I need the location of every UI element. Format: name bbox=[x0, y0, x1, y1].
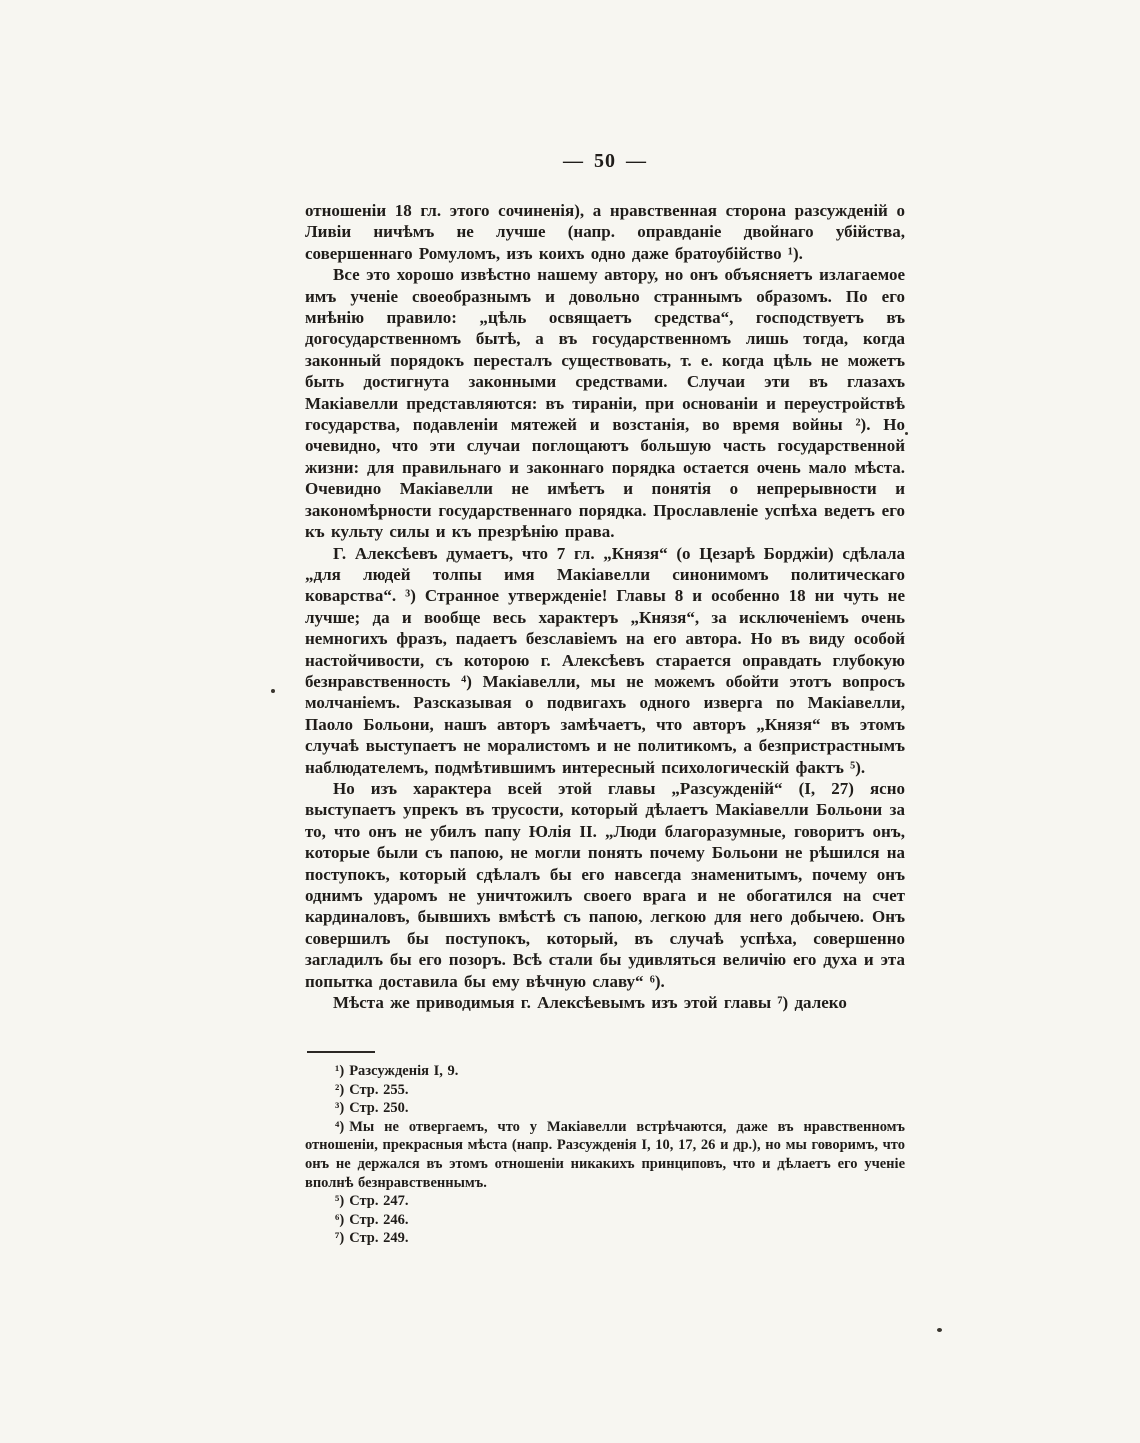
footnote-marker: ⁷) bbox=[335, 1230, 345, 1247]
scan-speck bbox=[937, 1328, 942, 1332]
footnote-marker: ¹) bbox=[335, 1063, 345, 1079]
footnote-text: Стр. 247. bbox=[349, 1193, 409, 1210]
footnote bbox=[305, 1118, 905, 1192]
footnote-text: Разсужденія I, 9. bbox=[349, 1063, 459, 1079]
page-number-value: 50 bbox=[594, 150, 616, 172]
paragraph: Мѣста же приводимыя г. Алексѣевымъ изъ этой главы ⁷) далеко bbox=[333, 993, 847, 1013]
footnote-marker: ²) bbox=[335, 1081, 345, 1098]
paragraph: Г. Алексѣевъ думаетъ, что 7 гл. „Князя“ (о Цезарѣ Борджіи) сдѣлала „для людей толпы имя Макіавелли синонимомъ политическаго коварства“. ³) Странное утвержденіе! Главы 8 и особенно 18 ни чуть не лучше; да и вообще весь характеръ „Князя“, за исключеніемъ очень немногихъ фразъ, падаетъ безславіемъ на его автора. Но въ виду особой настойчивости, съ которою г. Алексѣевъ старается оправдать глубокую безнравственность ⁴) Макіавелли, мы не можемъ обойти этотъ вопросъ молчаніемъ. Разсказывая о подвигахъ одного изверга по Макіавелли, Паоло Больони, нашъ авторъ замѣчаетъ, что авторъ „Князя“ въ этомъ случаѣ выступаетъ не моралистомъ и не политикомъ, а безпристрастнымъ наблюдателемъ, подмѣтившимъ интересный психологическій фактъ ⁵). bbox=[305, 543, 905, 777]
scan-speck bbox=[905, 432, 908, 435]
footnote bbox=[305, 1062, 905, 1081]
footnote-text: Стр. 246. bbox=[349, 1211, 409, 1228]
footnote-text: Стр. 255. bbox=[349, 1081, 409, 1098]
page-number-dash-left: — bbox=[563, 150, 584, 172]
paragraph: Но изъ характера всей этой главы „Разсужденій“ (I, 27) ясно выступаетъ упрекъ въ трусости, который дѣлаетъ Макіавелли Больони за то, что онъ не убилъ папу Юлія II. „Люди благоразумные, говоритъ онъ, которые были съ папою, не могли понять почему Больони не рѣшился на поступокъ, который сдѣлалъ бы его навсегда знаменитымъ, почему онъ однимъ ударомъ не уничтожилъ своего врага и не обогатился на счет кардиналовъ, бывшихъ вмѣстѣ съ папою, легкою для него добычею. Онъ совершилъ бы поступокъ, который, въ случаѣ успѣха, совершенно загладилъ бы его позоръ. Всѣ стали бы удивляться величію его духа и эта попытка доставила бы ему вѣчную славу“ ⁶). bbox=[305, 778, 905, 991]
footnotes bbox=[305, 1062, 905, 1248]
footnote-marker: ⁵) bbox=[335, 1193, 345, 1210]
footnote bbox=[305, 1211, 905, 1230]
footnote-marker: ⁶) bbox=[335, 1211, 345, 1228]
footnote-separator-rule bbox=[307, 1051, 375, 1053]
footnote bbox=[305, 1192, 905, 1211]
page-number bbox=[305, 150, 905, 173]
footnote-marker: ³) bbox=[335, 1100, 345, 1117]
page-number-dash-right: — bbox=[626, 150, 647, 172]
footnote bbox=[305, 1229, 905, 1248]
body-text bbox=[305, 200, 905, 1013]
footnote-text: Мы не отвергаемъ, что у Макіавелли встрѣчаются, даже въ нравственномъ отношеніи, прекрасныя мѣста (напр. Разсужденія I, 10, 17, 26 и др.), но мы говоримъ, что онъ не держался въ этомъ отношеніи никакихъ принциповъ, что и дѣлаетъ его ученіе вполнѣ безнравственнымъ. bbox=[305, 1118, 905, 1191]
footnote-text: Стр. 249. bbox=[349, 1230, 409, 1247]
paragraph: Все это хорошо извѣстно нашему автору, но онъ объясняетъ излагаемое имъ ученіе своеобразнымъ и довольно страннымъ образомъ. По его мнѣнію правило: „цѣль освящаетъ средства“, господствуетъ въ догосударственномъ бытѣ, а въ государственномъ лишь тогда, когда законный порядокъ пересталъ существовать, т. е. когда цѣль не можетъ быть достигнута законными средствами. Случаи эти въ глазахъ Макіавелли представляются: въ тираніи, при основаніи и переустройствѣ государства, подавленіи мятежей и возстанія, во время войны ²). Но очевидно, что эти случаи поглощаютъ большую часть государственной жизни: для правильнаго и законнаго порядка остается очень мало мѣста. Очевидно Макіавелли не имѣетъ и понятія о непрерывности и закономѣрности государственнаго порядка. Прославленіе успѣха ведетъ его къ культу силы и къ презрѣнію права. bbox=[305, 265, 905, 542]
footnote bbox=[305, 1099, 905, 1118]
scan-speck bbox=[271, 689, 275, 693]
footnote-marker: ⁴) bbox=[335, 1118, 345, 1135]
footnote-text: Стр. 250. bbox=[349, 1100, 409, 1117]
footnote bbox=[305, 1081, 905, 1100]
paragraph: отношеніи 18 гл. этого сочиненія), а нравственная сторона разсужденій о Ливіи ничѣмъ не лучше (напр. оправданіе двойнаго убійства, совершеннаго Ромуломъ, изъ коихъ одно даже братоубійство ¹). bbox=[305, 201, 905, 263]
